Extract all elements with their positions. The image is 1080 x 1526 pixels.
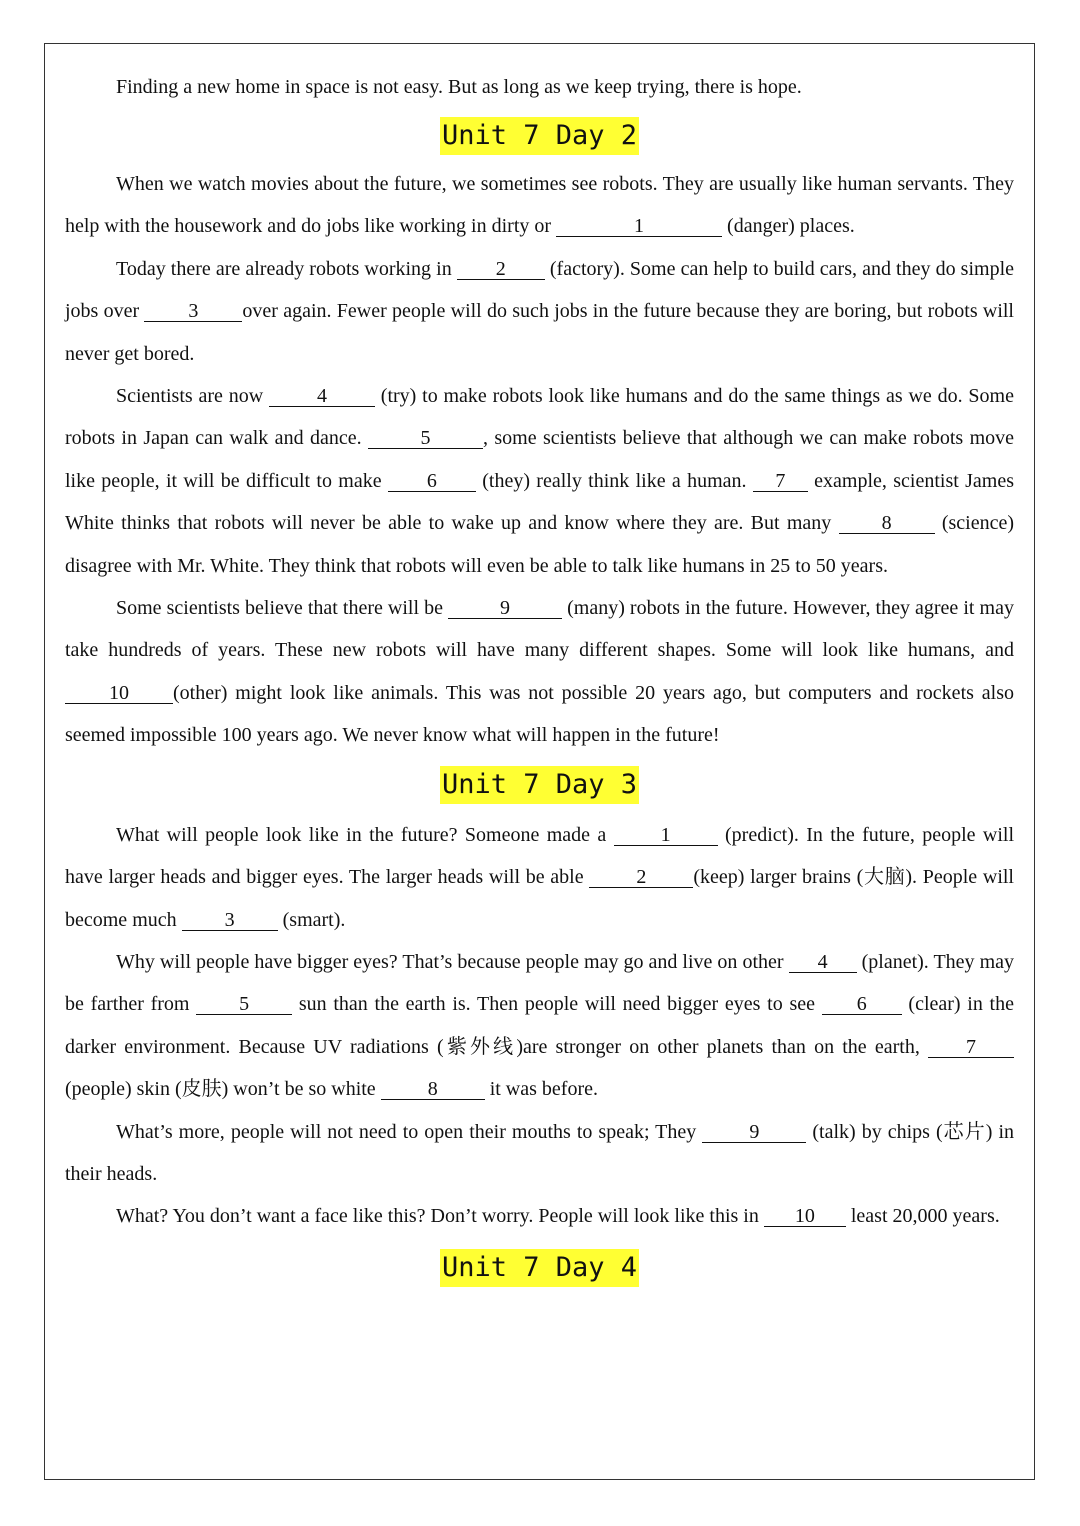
intro-line: Finding a new home in space is not easy. But as long as we keep trying, there is hope. xyxy=(116,76,802,98)
day2-heading: Unit 7 Day 2 xyxy=(440,117,639,155)
day2-heading-row xyxy=(65,108,1014,163)
day2-paragraph-1 xyxy=(65,163,1014,248)
blank-5[interactable]: 5 xyxy=(196,994,292,1015)
text: (many) robots in the future. However, they agree it may take hundreds of years. These new robots will have many different shapes. Some will look like humans, and xyxy=(65,597,1014,662)
blank-7[interactable]: 7 xyxy=(753,471,808,492)
text: Why will people have bigger eyes? That’s because people may go and live on other xyxy=(116,950,789,973)
text: What will people look like in the future? Someone made a xyxy=(116,823,614,846)
day2-paragraph-3 xyxy=(65,375,1014,587)
blank-10[interactable]: 10 xyxy=(65,683,173,704)
day3-heading: Unit 7 Day 3 xyxy=(440,766,639,804)
text: (science) disagree with Mr. White. They think that robots will even be able to talk like humans in 25 to 50 years. xyxy=(65,512,1015,577)
blank-2[interactable]: 2 xyxy=(589,867,693,888)
blank-5[interactable]: 5 xyxy=(368,428,483,449)
day3-paragraph-4 xyxy=(65,1195,1014,1237)
blank-1[interactable]: 1 xyxy=(556,216,722,237)
day3-paragraph-3 xyxy=(65,1111,1014,1196)
blank-10[interactable]: 10 xyxy=(764,1206,846,1227)
worksheet xyxy=(65,66,1014,1298)
text: least 20,000 years. xyxy=(845,1205,1000,1228)
blank-7[interactable]: 7 xyxy=(928,1037,1014,1058)
text: (factory). Some can help to build cars, and they do simple jobs over xyxy=(65,257,1015,323)
text: (they) really think like a human. xyxy=(475,469,753,492)
text: (planet). They may be farther from xyxy=(65,950,1015,1016)
blank-9[interactable]: 9 xyxy=(448,598,562,619)
blank-9[interactable]: 9 xyxy=(702,1122,806,1143)
text: What’s more, people will not need to open their mouths to speak; They xyxy=(116,1120,703,1143)
day3-paragraph-2 xyxy=(65,941,1014,1111)
blank-3[interactable]: 3 xyxy=(144,301,242,322)
text: (talk) by chips (芯片) in their heads. xyxy=(65,1120,1015,1185)
text: (people) skin (皮肤) won’t be so white xyxy=(65,1078,381,1101)
text: over again. Fewer people will do such jobs in the future because they are boring, but robots will never get bored. xyxy=(65,300,1014,365)
text: (other) might look like animals. This was not possible 20 years ago, but computers and rockets also seemed impossible 100 years ago. We never know what will happen in the future! xyxy=(65,681,1014,747)
day4-heading: Unit 7 Day 4 xyxy=(440,1249,639,1287)
text: When we watch movies about the future, we sometimes see robots. They are usually like human servants. They help with the housework and do jobs like working in dirty or xyxy=(65,173,1014,238)
blank-8[interactable]: 8 xyxy=(839,513,935,534)
day2-paragraph-2 xyxy=(65,248,1014,375)
text: (smart). xyxy=(277,908,346,931)
blank-4[interactable]: 4 xyxy=(789,952,857,973)
blank-4[interactable]: 4 xyxy=(269,386,375,407)
blank-8[interactable]: 8 xyxy=(381,1079,485,1100)
text: Some scientists believe that there will be xyxy=(116,597,449,620)
text: What? You don’t want a face like this? Don’t worry. People will look like this in xyxy=(116,1205,764,1228)
text: sun than the earth is. Then people will need bigger eyes to see xyxy=(292,993,822,1016)
text: Scientists are now xyxy=(116,385,269,408)
text: Today there are already robots working in xyxy=(116,257,457,280)
day3-heading-row xyxy=(65,757,1014,814)
day2-paragraph-4 xyxy=(65,587,1014,757)
day3-paragraph-1 xyxy=(65,814,1014,941)
blank-2[interactable]: 2 xyxy=(457,259,545,280)
blank-6[interactable]: 6 xyxy=(388,471,476,492)
text: (predict). In the future, people will have larger heads and bigger eyes. The larger heads will be able xyxy=(65,823,1014,889)
text: (clear) in the darker environment. Because UV radiations (紫外线)are stronger on other planets than on the earth, xyxy=(65,993,1014,1058)
blank-1[interactable]: 1 xyxy=(614,825,718,846)
blank-6[interactable]: 6 xyxy=(822,994,902,1015)
day4-heading-row xyxy=(65,1238,1014,1298)
blank-3[interactable]: 3 xyxy=(182,910,278,931)
text: example, scientist James White thinks that robots will never be able to wake up and know where they are. But many xyxy=(65,469,1014,535)
text: it was before. xyxy=(484,1078,598,1101)
text: , some scientists believe that although we can make robots move like people, it will be difficult to make xyxy=(65,427,1014,492)
text: (try) to make robots look like humans and do the same things as we do. Some robots in Japan can walk and dance. xyxy=(65,385,1014,450)
text: (keep) larger brains (大脑). People will become much xyxy=(65,866,1014,931)
text: (danger) places. xyxy=(722,215,855,238)
